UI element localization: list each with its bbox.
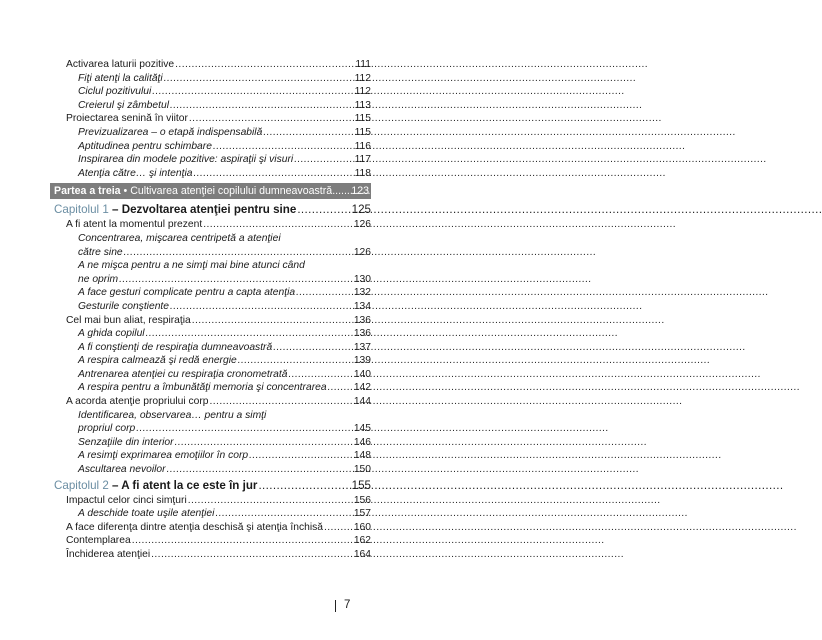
toc-entry-page: 136 [353,314,371,326]
toc-entry [54,436,371,450]
dot-leader [119,273,353,287]
dot-leader [288,368,352,382]
toc-entry [54,534,371,548]
chapter-1-number: Capitolul 1 [54,203,109,217]
chapter-1-heading [54,201,371,218]
toc-entry [54,507,371,521]
toc-entry [54,218,371,232]
toc-entry-title: Senzaţiile din interior [78,436,174,448]
part-heading [50,183,371,199]
toc-entry-page: 139 [353,355,371,367]
toc-entry-page: 148 [353,450,371,462]
toc-entry [54,140,371,154]
toc-entry [54,494,371,508]
toc-entry-line: Identificarea, observarea… pentru a simţi [78,409,267,421]
toc-entry [54,341,371,355]
toc-entry [54,286,371,300]
toc-entry-title: Creierul şi zâmbetul [78,99,169,111]
toc-entry-page: 130 [353,273,371,285]
dot-leader [175,58,354,72]
toc-entry-title: Ascultarea nevoilor [78,464,166,476]
dot-leader [167,463,353,477]
dot-leader [188,494,353,508]
dot-leader [175,436,353,450]
toc-entry [54,72,371,86]
toc-entry-page: 140 [353,368,371,380]
part-label: Partea a treia [54,185,121,198]
toc-section-c [54,494,371,562]
dot-leader [238,354,353,368]
toc-entry-title: A deschide toate uşile atenţiei [78,508,215,520]
toc-entry-page: 115 [354,113,371,125]
toc-entry-title: Activarea laturii pozitive [66,59,175,70]
dot-leader [215,507,352,521]
dot-leader [328,381,353,395]
toc-entry-page: 142 [353,382,371,394]
toc-entry-page: 132 [353,287,371,299]
toc-entry-title: A respira calmează şi redă energie [78,355,237,367]
toc-entry [54,85,371,99]
toc-entry [54,381,371,395]
dot-leader [296,286,353,300]
toc-entry-title: Cel mai bun aliat, respiraţia [66,314,191,326]
toc-entry [54,153,371,167]
dot-leader [210,395,353,409]
toc-section-a [54,58,371,180]
toc-entry-title: Proiectarea senină în viitor [66,113,188,125]
toc-entry [54,167,371,181]
chapter-2-heading [54,477,371,494]
dot-leader [203,218,353,232]
toc-entry-title: propriul corp [78,423,136,435]
toc-entry-title: A ghida copilul [78,328,145,340]
toc-entry-page: 113 [354,99,371,111]
toc-entry [54,58,371,72]
toc-entry [54,314,371,328]
dot-leader [164,72,354,86]
toc-entry-title: A acorda atenţie propriului corp [66,396,209,408]
toc-entry-title: Fiţi atenţi la calităţi [78,72,163,84]
toc-entry-title: Impactul celor cinci simţuri [66,494,187,506]
chapter-2-page: 155 [351,478,371,492]
toc-entry-title: A face gesturi complicate pentru a capta atenţia [78,287,296,299]
toc-entry-title: ne oprim [78,273,119,285]
dot-leader [124,246,353,260]
dot-leader [294,153,353,167]
part-title: Cultivarea atenţiei copilului dumneavoastră [130,185,333,198]
dot-leader [213,140,354,154]
toc-section-b [54,218,371,476]
part-bullet: • [123,185,128,198]
toc-entry [54,273,371,287]
toc-entry-title: Aptitudinea pentru schimbare [78,140,212,152]
toc-entry-page: 126 [353,219,371,231]
toc-entry-page: 156 [353,494,371,506]
chapter-2-title: – A fi atent la ce este în jur [112,478,258,492]
toc-entry-title: A resimţi exprimarea emoţiilor în corp [78,450,249,462]
table-of-contents [54,58,371,562]
toc-entry-title: Închiderea atenţiei [66,549,151,560]
dot-leader [193,167,353,181]
page-number: 7 [344,599,351,611]
chapter-1-page: 125 [351,203,371,217]
toc-entry-page: 145 [353,423,371,435]
toc-entry [54,246,371,260]
toc-entry-page: 146 [353,436,371,448]
toc-entry-page: 137 [353,341,371,353]
toc-entry-page: 134 [353,300,371,312]
dot-leader [324,521,353,535]
toc-entry-page: 164 [353,549,371,560]
toc-entry [54,368,371,382]
dot-leader [249,449,353,463]
toc-entry-page: 118 [354,167,371,179]
toc-entry [54,422,371,436]
dot-leader [146,327,353,341]
page-number-divider [335,600,336,612]
toc-entry-title: Antrenarea atenţiei cu respiraţia cronometrată [78,368,288,380]
toc-entry-page: 162 [353,535,371,547]
toc-entry [54,548,371,562]
toc-entry [54,112,371,126]
toc-entry-title: Inspirarea din modele pozitive: aspiraţii şi visuri [78,154,294,166]
toc-entry [54,449,371,463]
dot-leader [151,548,353,562]
toc-entry-title: A face diferenţa dintre atenţia deschisă şi atenţia închisă [66,521,324,533]
part-page: 123 [351,185,369,198]
chapter-2-number: Capitolul 2 [54,478,109,492]
toc-entry-title: Gesturile conştiente [78,300,170,312]
toc-entry [54,327,371,341]
toc-entry-page: 160 [353,521,371,533]
toc-entry-page: 117 [354,154,371,166]
toc-entry-title: A respira pentru a îmbunătăţi memoria şi concentrarea [78,382,327,394]
toc-entry [54,99,371,113]
toc-entry-title: Contemplarea [66,535,131,547]
toc-entry-page: 112 [354,86,371,98]
toc-entry-line: Concentrarea, mişcarea centripetă a atenţiei [78,232,281,244]
toc-entry-title: Atenţia către… şi intenţia [78,167,193,179]
toc-entry [54,300,371,314]
toc-entry-page: 157 [353,508,371,520]
toc-entry-page: 144 [353,396,371,408]
toc-entry [54,126,371,140]
toc-entry [54,395,371,409]
toc-entry-page: 136 [353,328,371,340]
dot-leader [152,85,353,99]
toc-entry-page: 115 [354,126,371,138]
toc-entry-page: 112 [354,72,371,84]
toc-entry [54,521,371,535]
chapter-1-title: – Dezvoltarea atenţiei pentru sine [112,203,297,217]
toc-entry [54,463,371,477]
dot-leader [189,112,354,126]
toc-entry-title: A fi conştienţi de respiraţia dumneavoastră [78,341,273,353]
toc-entry-page: 111 [355,59,371,70]
toc-entry-page: 116 [354,140,371,152]
toc-entry-title: A fi atent la momentul prezent [66,219,203,231]
dot-leader [170,99,354,113]
toc-entry-title: Ciclul pozitivului [78,86,152,98]
dot-leader [263,126,353,140]
toc-entry [54,354,371,368]
toc-entry-line: A ne mişca pentru a ne simţi mai bine atunci când [78,260,305,272]
toc-entry-title: către sine [78,246,123,258]
dot-leader [136,422,353,436]
dot-leader [132,534,353,548]
dot-leader [273,341,353,355]
dot-leader [170,300,353,314]
toc-entry-title: Previzualizarea – o etapă indispensabilă [78,126,263,138]
toc-entry-page: 150 [353,464,371,476]
dot-leader [192,314,353,328]
toc-entry-page: 126 [353,246,371,258]
